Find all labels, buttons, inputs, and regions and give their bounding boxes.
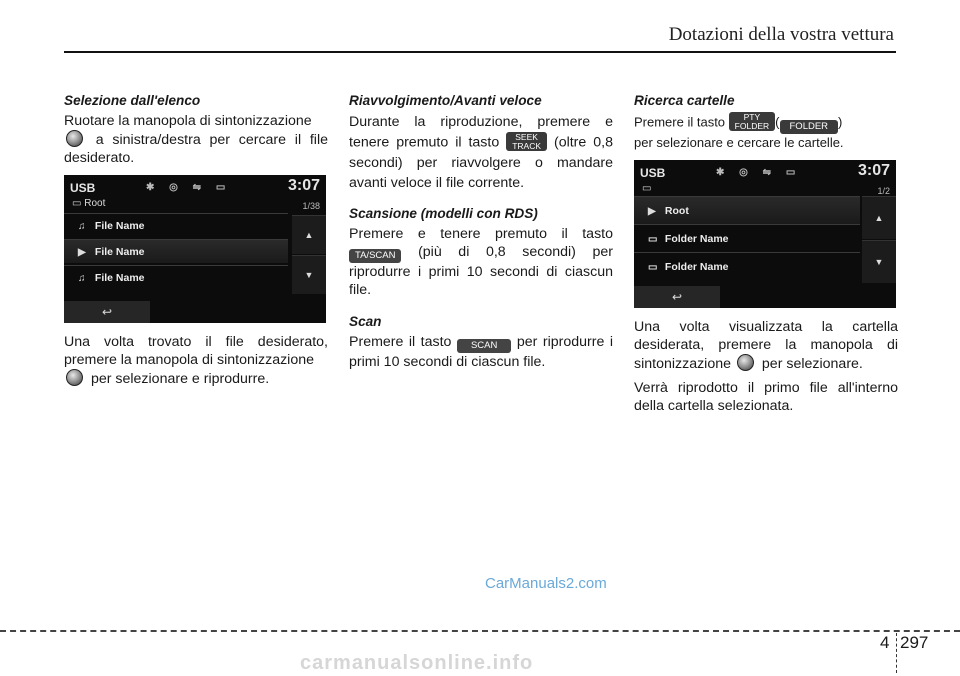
footer-rule — [0, 630, 960, 632]
scroll-up-button[interactable] — [292, 215, 326, 254]
clock: 3:07 — [857, 161, 890, 179]
triangle-down-icon: ▼ — [304, 270, 314, 280]
heading-scansione: Scansione (modelli con RDS) — [349, 205, 538, 221]
heading-ricerca: Ricerca cartelle — [634, 93, 735, 108]
column-1 — [64, 92, 328, 388]
chapter-number: 4 — [880, 633, 890, 652]
watermark-carmanuals: CarManuals2.com — [485, 575, 607, 592]
paragraph-visualizzata: Una volta visualizzata la cartella desiderata, premere la manopola di sintonizzazione per selezionare. — [634, 318, 898, 372]
heading-scan: Scan — [349, 313, 382, 329]
scroll-up-button[interactable] — [862, 196, 896, 239]
play-icon: ▶ — [648, 205, 656, 217]
ta-scan-button-icon: TA/SCAN — [349, 249, 401, 263]
pty-folder-button-icon: PTY FOLDER — [729, 112, 775, 131]
seek-track-button-icon: SEEK TRACK — [506, 132, 547, 151]
triangle-up-icon: ▲ — [874, 212, 884, 223]
clock: 3:07 — [287, 177, 320, 194]
header-rule — [64, 51, 896, 53]
list-item-selected[interactable]: ▶ Root — [634, 196, 860, 224]
source-label: USB — [70, 181, 96, 195]
folder-icon: ▭ — [72, 198, 85, 209]
heading-selezione: Selezione dall'elenco — [64, 93, 201, 108]
file-list-screen — [64, 175, 326, 323]
watermark-carmanualsonline: carmanualsonline.info — [300, 652, 534, 674]
tune-knob-icon — [66, 130, 83, 147]
column-3 — [634, 92, 898, 415]
paragraph-riavvolgimento: Durante la riproduzione, premere e tenere premuto il tasto SEEK TRACK (oltre 0,8 secondi) per riavvolgere o mandare avanti veloce il file corrente. — [349, 114, 613, 191]
folder-count: 1/2 — [877, 185, 890, 196]
back-arrow-icon: ↩ — [671, 289, 683, 304]
list-item[interactable]: ▭ Folder Name — [634, 252, 860, 280]
back-button[interactable] — [64, 301, 150, 323]
triangle-up-icon: ▲ — [304, 230, 314, 240]
folder-icon: ▭ — [648, 261, 658, 273]
paragraph-selezione: Ruotare la manopola di sintonizzazione a sinistra/destra per cercare il file desiderato. — [64, 113, 328, 166]
page-number: 297 — [900, 633, 929, 652]
scan-button-icon: SCAN — [457, 339, 511, 353]
column-2 — [349, 92, 613, 371]
scroll-down-button[interactable] — [862, 240, 896, 283]
paragraph-ricerca: Premere il tasto PTY FOLDER ( FOLDER ) per selezionare e cercare le cartelle. — [634, 112, 844, 150]
track-count: 1/38 — [302, 201, 320, 211]
folder-list-screen — [634, 160, 896, 308]
scroll-down-button[interactable] — [292, 255, 326, 294]
back-button[interactable] — [634, 286, 720, 308]
status-icons: ✱ ◎ ⇋ ▭ — [716, 166, 802, 178]
paragraph-riprodotto: Verrà riprodotto il primo file all'interno della cartella selezionata. — [634, 379, 898, 414]
paragraph-scansione: Premere e tenere premuto il tasto TA/SCAN (più di 0,8 secondi) per riprodurre i primi 10 secondi di ciascun file. — [349, 225, 613, 298]
list-item[interactable]: ▭ Folder Name — [634, 224, 860, 252]
play-icon: ▶ — [78, 247, 86, 258]
list-item-selected[interactable]: ▶ File Name — [64, 239, 288, 263]
page-number-separator — [896, 633, 898, 673]
page-header-title: Dotazioni della vostra vettura — [668, 24, 894, 45]
list-item[interactable]: ♫ File Name — [64, 213, 288, 237]
path-row: ▭ Root — [72, 198, 106, 209]
folder-icon: ▭ — [648, 233, 658, 245]
back-arrow-icon: ↩ — [101, 305, 113, 319]
folder-button-icon: FOLDER — [780, 120, 839, 134]
tune-knob-icon — [737, 354, 754, 371]
folder-icon: ▭ — [642, 182, 652, 194]
list-item[interactable]: ♫ File Name — [64, 265, 288, 289]
paragraph-scan: Premere il tasto SCAN per riprodurre i primi 10 secondi di ciascun file. — [349, 333, 613, 370]
tune-knob-icon — [66, 369, 83, 386]
paragraph-trovato: Una volta trovato il file desiderato, premere la manopola di sintonizzazione per selezionare e riprodurre. — [64, 334, 328, 387]
source-label: USB — [640, 165, 666, 180]
status-icons: ✱ ◎ ⇋ ▭ — [146, 182, 232, 193]
heading-riavvolgimento: Riavvolgimento/Avanti veloce — [349, 93, 542, 108]
triangle-down-icon: ▼ — [874, 256, 884, 267]
music-note-icon: ♫ — [78, 273, 86, 284]
music-note-icon: ♫ — [78, 221, 86, 232]
